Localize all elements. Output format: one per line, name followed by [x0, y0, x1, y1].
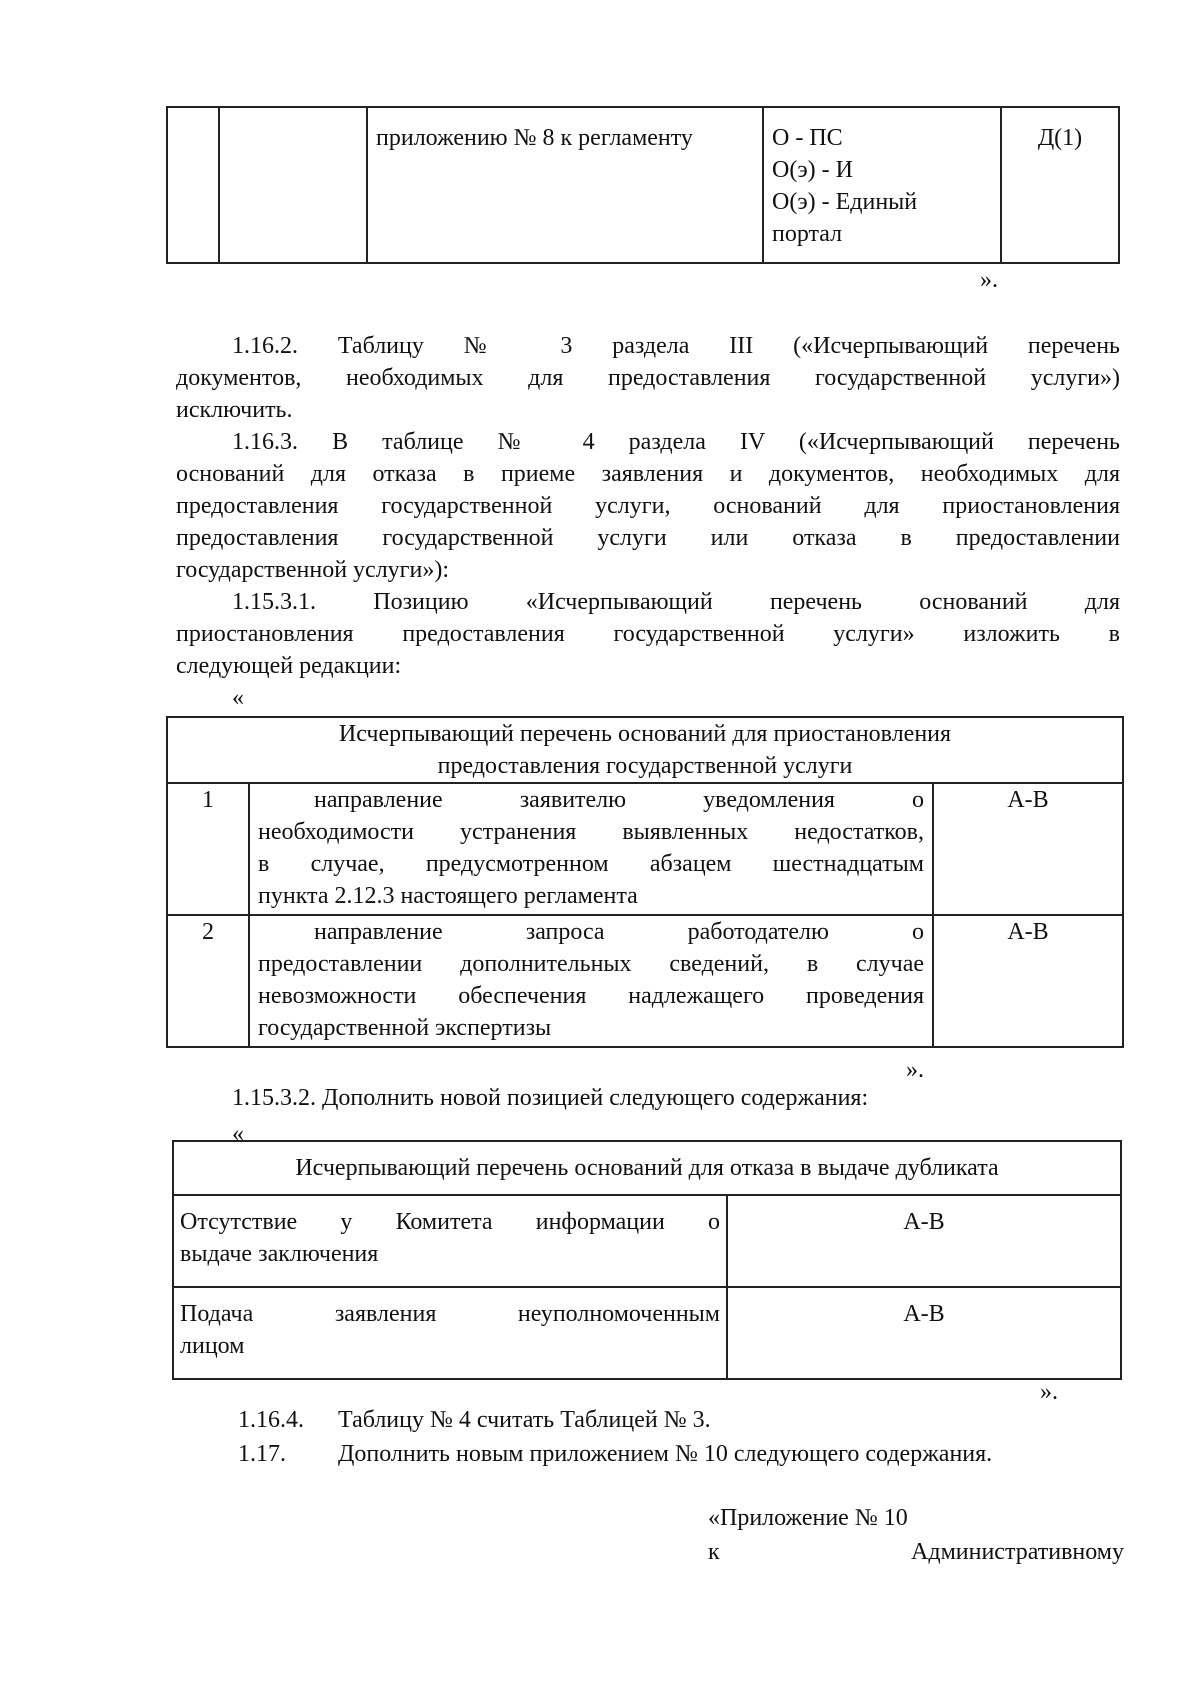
row-code: А-В — [727, 1287, 1121, 1379]
paragraph-text: Таблицу № 4 считать Таблицей № 3. — [338, 1407, 711, 1433]
paragraph-1-17 — [238, 1438, 992, 1470]
paragraph-line: приостановления предоставления государственной услуги» изложить в — [176, 621, 1120, 647]
closing-quote: ». — [1040, 1379, 1058, 1405]
paragraph-text: Дополнить новым приложением № 10 следующего содержания. — [338, 1441, 993, 1467]
appendix-title: «Приложение № 10 — [708, 1505, 908, 1531]
paragraph-line: 1.16.3. В таблице № 4 раздела IV («Исчерпывающий перечень — [232, 429, 1120, 455]
paragraph-number: 1.16.4. — [238, 1407, 304, 1433]
table-cell-empty-2 — [219, 107, 367, 263]
table-header — [167, 717, 1123, 783]
closing-quote: ». — [906, 1057, 924, 1083]
channel-line: О(э) - И — [772, 157, 853, 183]
paragraph-line: предоставления государственной услуги или отказа в предоставлении — [176, 525, 1120, 551]
row-text-line: пункта 2.12.3 настоящего регламента — [258, 883, 638, 909]
row-text-line: направление заявителю уведомления о — [314, 787, 924, 813]
row-code: А-В — [933, 915, 1123, 1047]
paragraph-line: исключить. — [176, 397, 293, 423]
opening-quote: « — [232, 1121, 244, 1147]
table-cell-document-ref — [367, 107, 763, 263]
paragraph-1-16-2 — [176, 330, 1120, 426]
document-ref-text: приложению № 8 к регламенту — [376, 125, 693, 151]
row-text-line: лицом — [180, 1333, 245, 1359]
paragraph-1-15-3-2: 1.15.3.2. Дополнить новой позицией следующего содержания: — [232, 1085, 869, 1111]
table-cell-empty-1 — [167, 107, 219, 263]
row-text-line: направление запроса работодателю о — [314, 919, 924, 945]
table-suspension-grounds — [166, 716, 1124, 1048]
row-number: 1 — [167, 783, 249, 915]
paragraph-1-15-3-1 — [176, 586, 1120, 682]
row-text-line: Отсутствие у Комитета информации о — [180, 1209, 720, 1235]
opening-quote: « — [232, 685, 244, 711]
row-code: А-В — [727, 1195, 1121, 1287]
paragraph-number: 1.17. — [238, 1441, 286, 1467]
row-text-line: государственной экспертизы — [258, 1015, 552, 1041]
table-duplicate-refusal — [172, 1140, 1122, 1380]
table-continuation — [166, 106, 1120, 264]
paragraph-line: предоставления государственной услуги, оснований для приостановления — [176, 493, 1120, 519]
row-text-line: Подача заявления неуполномоченным — [180, 1301, 720, 1327]
row-code: А-В — [933, 783, 1123, 915]
paragraph-line: оснований для отказа в приеме заявления и документов, необходимых для — [176, 461, 1120, 487]
table-row — [167, 783, 1123, 915]
row-text — [173, 1287, 727, 1379]
appendix-subtitle-right: Административному — [911, 1539, 1124, 1565]
code-text: Д(1) — [1037, 125, 1083, 151]
row-text-line: невозможности обеспечения надлежащего проведения — [258, 983, 924, 1009]
paragraph-1-16-3 — [176, 426, 1120, 586]
table-cell-channels — [763, 107, 1001, 263]
row-text-line: в случае, предусмотренном абзацем шестнадцатым — [258, 851, 924, 877]
row-text-line: выдаче заключения — [180, 1241, 379, 1267]
appendix-subtitle — [708, 1536, 1124, 1568]
row-text — [249, 783, 933, 915]
row-text-line: предоставлении дополнительных сведений, в случае — [258, 951, 924, 977]
paragraph-line: государственной услуги»): — [176, 557, 450, 583]
table-cell-code — [1001, 107, 1119, 263]
table-row — [173, 1287, 1121, 1379]
table-header: Исчерпывающий перечень оснований для отказа в выдаче дубликата — [173, 1141, 1121, 1195]
channel-line: портал — [772, 221, 843, 247]
table-row — [167, 915, 1123, 1047]
appendix-subtitle-left: к — [708, 1539, 720, 1565]
paragraph-line: документов, необходимых для предоставления государственной услуги») — [176, 365, 1120, 391]
row-text — [249, 915, 933, 1047]
channel-line: О(э) - Единый — [772, 189, 918, 215]
row-number: 2 — [167, 915, 249, 1047]
table-header-line: предоставления государственной услуги — [437, 753, 853, 779]
row-text-line: необходимости устранения выявленных недостатков, — [258, 819, 924, 845]
paragraph-line: следующей редакции: — [176, 653, 402, 679]
channel-line: О - ПС — [772, 125, 843, 151]
closing-quote: ». — [980, 267, 998, 293]
table-row — [173, 1195, 1121, 1287]
paragraph-1-16-4 — [238, 1404, 711, 1436]
paragraph-line: 1.16.2. Таблицу № 3 раздела III («Исчерпывающий перечень — [232, 333, 1120, 359]
table-header-line: Исчерпывающий перечень оснований для приостановления — [338, 721, 952, 747]
paragraph-line: 1.15.3.1. Позицию «Исчерпывающий перечень оснований для — [232, 589, 1120, 615]
row-text — [173, 1195, 727, 1287]
